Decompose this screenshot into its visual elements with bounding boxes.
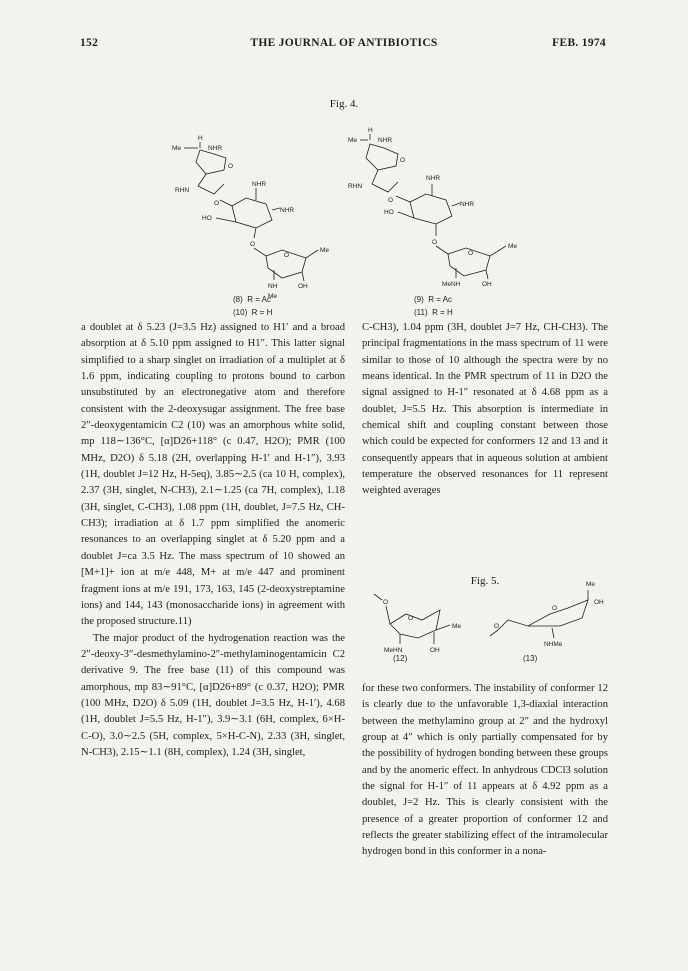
svg-text:Me: Me [172, 145, 182, 152]
svg-text:OH: OH [298, 283, 308, 290]
svg-text:OH: OH [482, 281, 492, 288]
svg-text:MeNH: MeNH [442, 281, 461, 288]
svg-text:OH: OH [430, 647, 440, 654]
svg-text:Me: Me [586, 581, 596, 588]
structure-12 [370, 590, 490, 660]
svg-text:O: O [400, 157, 406, 164]
svg-text:MeHN: MeHN [384, 647, 403, 654]
svg-text:O: O [494, 623, 500, 630]
structure-13 [488, 578, 608, 658]
svg-text:NHR: NHR [252, 181, 267, 188]
svg-text:NHMe: NHMe [544, 641, 563, 648]
svg-text:O: O [228, 163, 234, 170]
left-column [81, 320, 345, 761]
svg-text:Me: Me [320, 247, 330, 254]
svg-text:O: O [284, 252, 290, 259]
structure-9-11 [348, 124, 536, 288]
svg-text:Me: Me [508, 243, 518, 250]
svg-text:H: H [368, 127, 373, 134]
svg-text:NHR: NHR [426, 175, 441, 182]
svg-text:O: O [552, 605, 558, 612]
paragraph: C-CH3), 1.04 ppm (3H, doublet J=7 Hz, CH-CH3). The principal fragmentations in the mass spectrum of 11 were similar to those of 10 although the spectra were by no means identical. In the PMR spectrum of 11 in D2O the signal assigned to H-1″ resonated at δ 4.68 ppm as a doublet, J=5.5 Hz. This absorption is intermediate in chemical shift and coupling constant between those which could be expected for conformers 12 and 13 and it consequently appears that in aqueous solution at ambient temperature the observed resonances for 11 represent weighted averages [362, 322, 608, 497]
svg-text:HO: HO [202, 215, 212, 222]
paragraph: for these two conformers. The instability of conformer 12 is clearly due to the unfavorable 1,3-diaxial interaction between the methylamino group at 2″ and the hydroxyl group at 4″ which is only partially compensated for by the possibility of hydrogen bonding between these groups and by the anomeric effect. In anhydrous CDCl3 solution the signal for H-1″ of 11 appears at δ 4.92 ppm as a doublet, J=2 Hz. This is clearly consistent with the presence of a greater proportion of conformer 12 and reflects the greater stabilizing effect of the intramolecular hydrogen bond in this conformer in a nona- [362, 683, 608, 858]
svg-text:Me: Me [452, 623, 462, 630]
label-conformer-12: (12) [393, 654, 408, 663]
svg-text:NH: NH [268, 283, 278, 290]
svg-text:RHN: RHN [348, 183, 363, 190]
paragraph: a doublet at δ 5.23 (J=3.5 Hz) assigned to H1′ and a broad absorption at δ 5.10 ppm assigned to H1″. This latter signal simplified to a sharp singlet on irradiation of a multiplet at δ 1.6 ppm, indicating coupling to protons bound to carbon unsubstituted by an electronegative atom and therefore consistent with the 2-deoxysugar assignment. The free base 2″-deoxygentamicin C2 (10) was an amorphous white solid, mp 118∼136°C, [α]D26+118° (c 0.47, H2O); PMR (100 MHz, D2O) δ 5.18 (2H, overlapping H-1′ and H-1″), 3.93 (1H, doublet J=12 Hz, H-5eq), 3.85∼2.5 (ca 10 H, complex), 2.37 (3H, singlet, N-CH3), 2.1∼1.25 (ca 7H, complex), 1.18 (3H, singlet, C-CH3), 1.08 ppm (1H, doublet, J=7.5 Hz, CH-CH3); irradiation at δ 1.7 ppm simplified the anomeric resonances to an overlapping singlet at δ 5.20 ppm and a doublet J=ca 3.5 Hz. The mass spectrum of 10 showed an [M+1]+ ion at m/e 448, M+ at m/e 447 and prominent fragment ions at m/e 191, 173, 163, 145 (2-deoxystreptamine ions) and 144, 143 (monosaccharide ions) in agreement with the proposed structure.11) [81, 322, 345, 628]
svg-text:Me: Me [348, 137, 358, 144]
right-column-top [362, 320, 608, 500]
svg-text:O: O [432, 239, 438, 246]
svg-text:OH: OH [594, 599, 604, 606]
svg-text:NHR: NHR [460, 201, 475, 208]
svg-text:O: O [383, 599, 389, 606]
svg-text:O: O [408, 615, 414, 622]
figure-4-caption: Fig. 4. [329, 98, 359, 110]
svg-text:NHR: NHR [280, 207, 295, 214]
structure-8-10 [170, 128, 340, 300]
svg-text:Me: Me [268, 293, 278, 300]
figure-5-caption: Fig. 5. [470, 575, 500, 587]
issue-date: FEB. 1974 [552, 37, 606, 49]
svg-text:H: H [198, 135, 203, 142]
paragraph: The major product of the hydrogenation reaction was the 2″-deoxy-3″-desmethylamino-2″-methylaminogentamicin C2 derivative 9. The free base (11) of this compound was amorphous, mp 83∼91°C, [α]D26+89° (c 0.37, H2O); PMR (100 MHz, D2O) δ 5.09 (1H, doublet J=3.5 Hz, H-1′), 4.68 (1H, doublet J=5.5 Hz, H-1″), 3.9∼3.1 (6H, complex, 6×H-C-O), 3.0∼2.5 (5H, complex, 5×H-C-N), 2.33 (3H, singlet, N-CH3), 2.15∼1.1 (8H, complex), 1.24 (3H, singlet, [81, 632, 345, 758]
svg-text:NHR: NHR [208, 145, 223, 152]
svg-text:O: O [250, 241, 256, 248]
svg-text:RHN: RHN [175, 187, 190, 194]
svg-text:O: O [214, 200, 220, 207]
svg-text:O: O [388, 197, 394, 204]
svg-text:NHR: NHR [378, 137, 393, 144]
label-conformer-13: (13) [523, 654, 538, 663]
page-number: 152 [80, 37, 99, 49]
figure-4-labels-right: (9) R = Ac (11) R = H [414, 295, 453, 317]
journal-title: THE JOURNAL OF ANTIBIOTICS [250, 37, 438, 49]
svg-text:O: O [468, 250, 474, 257]
figure-4-labels-left: (8) R = Ac (10) R = H [233, 295, 273, 317]
right-column-bottom [362, 681, 608, 861]
svg-text:HO: HO [384, 209, 394, 216]
